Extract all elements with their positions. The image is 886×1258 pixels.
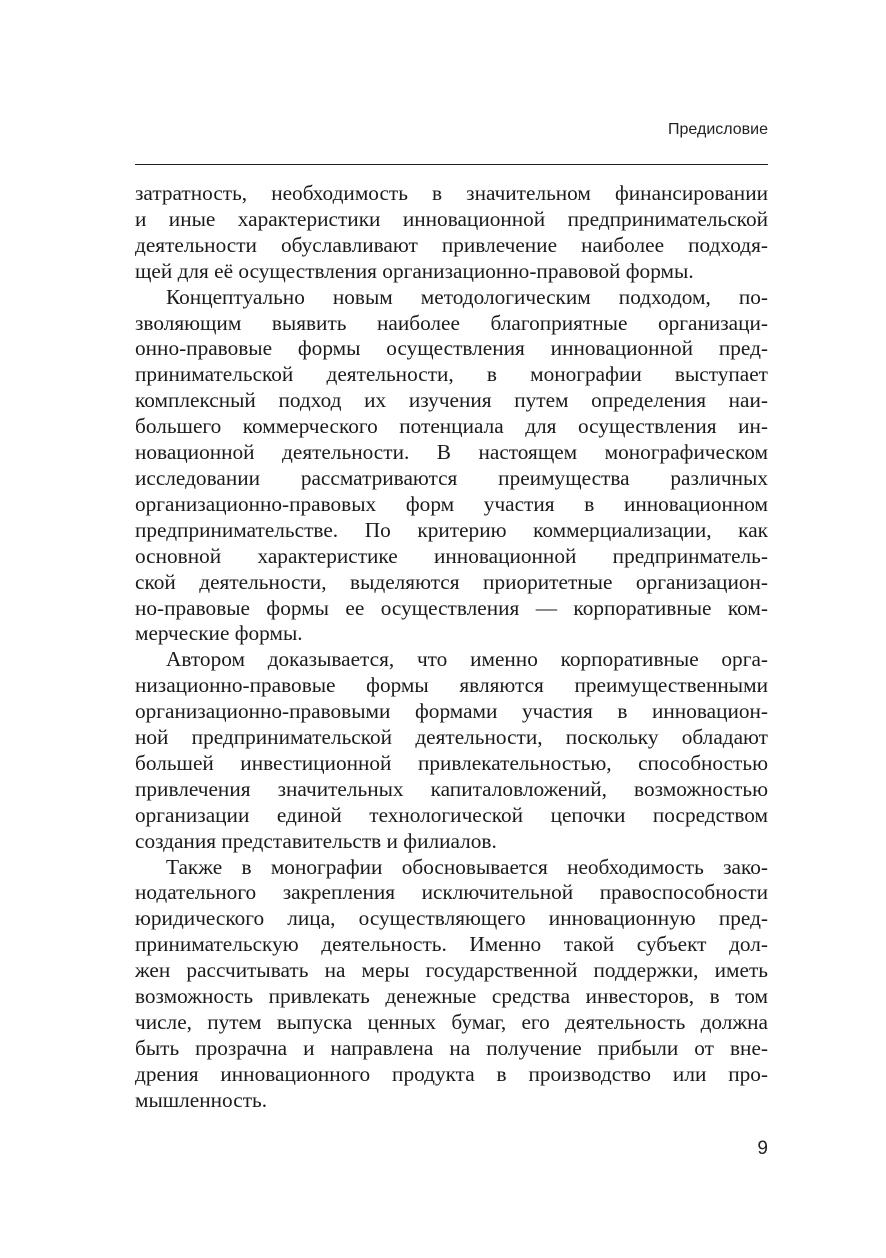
text-line: онно-правовые формы осуществления инновационной пред- xyxy=(135,336,768,361)
text-line: мерческие формы. xyxy=(135,621,303,646)
text-line: деятельности обуславливают привлечение наиболее подходя- xyxy=(135,232,768,257)
text-line: щей для её осуществления организационно-правовой формы. xyxy=(135,258,694,283)
text-line: но-правовые формы ее осуществления — корпоративные ком- xyxy=(135,595,768,620)
text-line: новационной деятельности. В настоящем монографическом xyxy=(135,440,768,465)
text-line: Также в монографии обосновывается необходимость зако- xyxy=(166,854,768,879)
text-line: комплексный подход их изучения путем определения наи- xyxy=(135,388,768,413)
paragraph-1 xyxy=(135,181,768,285)
body-text xyxy=(135,181,768,1114)
text-line: исследовании рассматриваются преимущества различных xyxy=(135,465,768,490)
text-line: и иные характеристики инновационной предпринимательской xyxy=(135,206,768,231)
text-line: затратность, необходимость в значительном финансировании xyxy=(135,181,768,205)
text-line: числе, путем выпуска ценных бумаг, его деятельность должна xyxy=(135,1010,768,1034)
text-line: привлечения значительных капиталовложений, возможностью xyxy=(135,776,768,801)
paragraph-4 xyxy=(135,855,768,1114)
text-line: низационно-правовые формы являются преимущественными xyxy=(135,673,768,698)
text-line: нодательного закрепления исключительной правоспособности xyxy=(135,880,768,905)
text-line: принимательскую деятельность. Именно такой субъект дол- xyxy=(135,932,768,957)
text-line: ной предпринимательской деятельности, поскольку обладают xyxy=(135,725,768,750)
text-line: основной характеристике инновационной предпринматель- xyxy=(135,543,768,568)
text-line: Концептуально новым методологическим подходом, по- xyxy=(166,284,768,309)
text-line: организационно-правовых форм участия в инновационном xyxy=(135,491,768,516)
text-line: организации единой технологической цепочки посредством xyxy=(135,802,768,827)
paragraph-3 xyxy=(135,647,768,854)
text-line: создания представительств и филиалов. xyxy=(135,828,497,853)
text-line: Автором доказывается, что именно корпоративные орга- xyxy=(166,647,768,672)
text-line: юридического лица, осуществляющего инновационную пред- xyxy=(135,906,768,931)
header-divider xyxy=(135,164,768,165)
page-number: 9 xyxy=(757,1138,768,1159)
text-line: организационно-правовыми формами участия в инновацион- xyxy=(135,699,768,724)
running-head-title: Предисловие xyxy=(668,121,768,138)
paragraph-2 xyxy=(135,285,768,648)
text-line: ской деятельности, выделяются приоритетные организацион- xyxy=(135,569,768,594)
text-line: большего коммерческого потенциала для осуществления ин- xyxy=(135,414,768,439)
text-line: зволяющим выявить наиболее благоприятные организаци- xyxy=(135,310,768,335)
text-line: большей инвестиционной привлекательностью, способностью xyxy=(135,750,768,775)
text-line: предпринимательстве. По критерию коммерциализации, как xyxy=(135,517,768,542)
text-line: дрения инновационного продукта в производство или про- xyxy=(135,1061,768,1086)
text-line: жен рассчитывать на меры государственной поддержки, иметь xyxy=(135,958,768,983)
text-line: мышленность. xyxy=(135,1087,268,1112)
text-line: принимательской деятельности, в монографии выступает xyxy=(135,362,768,387)
text-line: быть прозрачна и направлена на получение прибыли от вне- xyxy=(135,1035,768,1060)
text-line: возможность привлекать денежные средства инвесторов, в том xyxy=(135,984,768,1009)
